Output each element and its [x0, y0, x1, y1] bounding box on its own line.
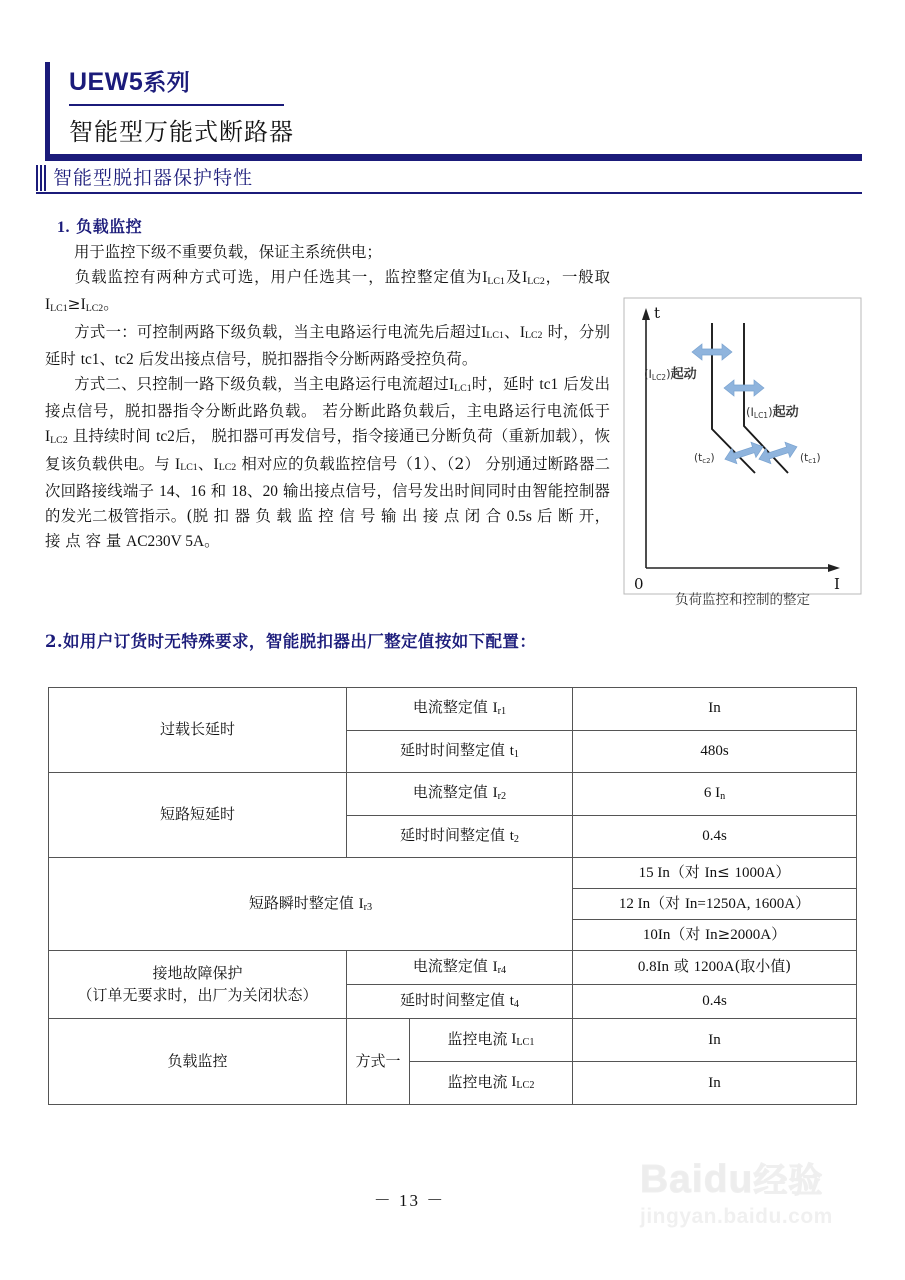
title-series: 系列: [143, 70, 191, 96]
param-t4: 延时时间整定值 t4: [347, 985, 573, 1019]
value-t1: 480s: [573, 730, 857, 773]
paragraph-4: 方式二、只控制一路下级负载，当主电路运行电流超过$I_{LC1}$时，延时 tc1 后发出接点信号，脱扣器指令分断此路负载。 若分断此路负载后，主电路运行电流低于 $I_{LC2}$ 且持续时间 tc2后， 脱扣器可再发信号，指令接通已分断负荷（重新加载），恢复该负载供电。与 $I_{LC1}$、$I_{LC2}$ 相对应的负载监控信号（1）、（2） 分别通过断路器二次回路接线端子 14、16 和 18、20 输出接点信号，信号发出时间同时由智能控制器的发光二极管指示。(脱 扣 器 负 载 监 控 信 号 输 出 接 点 闭 合 0.5s 后 断 开，接 点 容 量 AC230V 5A。: [45, 375, 610, 551]
section1-heading: [57, 214, 142, 237]
value-t4: 0.4s: [573, 985, 857, 1019]
group-label-instant: 短路瞬时整定值 Ir3: [49, 858, 573, 951]
axis-label-I: I: [834, 575, 840, 593]
table-row: [49, 858, 857, 889]
section1-heading-text: 负载监控: [76, 217, 143, 236]
product-name: 智能型万能式断路器: [69, 118, 294, 146]
value-Ir3-b: 12 In（对 In=1250A, 1600A）: [573, 889, 857, 920]
page-number: － 13 －: [373, 1191, 446, 1210]
value-t2: 0.4s: [573, 815, 857, 858]
section-banner: [36, 163, 862, 193]
axis-origin-label: 0: [634, 575, 644, 593]
table-row: [49, 773, 857, 816]
section2-number: 2.: [45, 632, 64, 651]
group-label-overload: 过载长延时: [49, 688, 347, 773]
table-row: [49, 688, 857, 731]
param-Ir4: 电流整定值 Ir4: [347, 951, 573, 985]
value-Ir4: 0.8In 或 1200A(取小值): [573, 951, 857, 985]
group-label-shortdelay: 短路短延时: [49, 773, 347, 858]
table-row: [49, 1019, 857, 1062]
paragraph-2: 负载监控有两种方式可选，用户任选其一，监控整定值为$I_{LC1}$及$I_{LC2}$，一般取 $I_{LC1}\ge I_{LC2}$。: [45, 268, 610, 315]
section2-heading: [45, 628, 536, 652]
param-Ir2: 电流整定值 Ir2: [347, 773, 573, 816]
characteristic-curve-diagram: [620, 296, 865, 601]
value-Ir1: In: [573, 688, 857, 731]
section-banner-title: 智能型脱扣器保护特性: [53, 167, 254, 189]
table-row: [49, 951, 857, 985]
section1-body: [45, 240, 610, 554]
value-ILC2: In: [573, 1062, 857, 1105]
label-ilc1-start: (ILC1)起动: [746, 405, 799, 420]
watermark-brand-cjk: 经验: [753, 1161, 824, 1201]
section1-number: 1.: [57, 219, 70, 236]
watermark-url: jingyan.baidu.com: [640, 1205, 833, 1228]
mode-cell-wrapper: [347, 1019, 573, 1105]
param-t2: 延时时间整定值 t2: [347, 815, 573, 858]
axis-label-t: t: [654, 304, 661, 322]
diagram-svg: [620, 296, 865, 601]
param-ILC1: 监控电流 ILC1: [410, 1019, 572, 1062]
page-title: [69, 64, 190, 97]
value-Ir3-a: 15 In（对 In≤ 1000A）: [573, 858, 857, 889]
group-label-ground-fault: 接地故障保护 （订单无要求时，出厂为关闭状态）: [49, 951, 347, 1019]
value-Ir3-c: 10In（对 In≥2000A）: [573, 920, 857, 951]
banner-ticks-icon: [36, 165, 48, 191]
param-t1: 延时时间整定值 t1: [347, 730, 573, 773]
banner-underline: [36, 192, 862, 194]
mode-label: 方式一: [355, 1051, 401, 1070]
section2-heading-text: 如用户订货时无特殊要求，智能脱扣器出厂整定值按如下配置：: [63, 632, 537, 651]
diagram-caption: 负荷监控和控制的整定: [675, 592, 810, 608]
group-label-load-monitor: 负载监控: [49, 1019, 347, 1105]
mode-split-layout: [347, 1019, 572, 1104]
label-tc2: (tc2): [694, 452, 715, 465]
title-model: UEW5: [69, 68, 144, 96]
header-accent-bar: [45, 62, 50, 159]
paragraph-3: 方式一：可控制两路下级负载，当主电路运行电流先后超过$I_{LC1}$、$I_{LC2}$ 时，分别延时 tc1、tc2 后发出接点信号，脱扣器指令分断两路受控负荷。: [45, 322, 610, 368]
watermark-brand-latin: Baidu: [640, 1158, 754, 1201]
header-divider-rule: [69, 104, 284, 106]
value-Ir2: 6 In: [573, 773, 857, 816]
settings-table: [48, 687, 857, 1105]
value-ILC1: In: [573, 1019, 857, 1062]
param-Ir1: 电流整定值 Ir1: [347, 688, 573, 731]
label-tc1: (tc1): [800, 452, 821, 465]
label-ilc2-start: (ILC2)起动: [644, 367, 697, 382]
header-thick-bar: [45, 154, 862, 161]
paragraph-1: 用于监控下级不重要负载，保证主系统供电；: [74, 243, 382, 261]
page-header: [45, 62, 860, 162]
param-ILC2: 监控电流 ILC2: [447, 1073, 535, 1092]
